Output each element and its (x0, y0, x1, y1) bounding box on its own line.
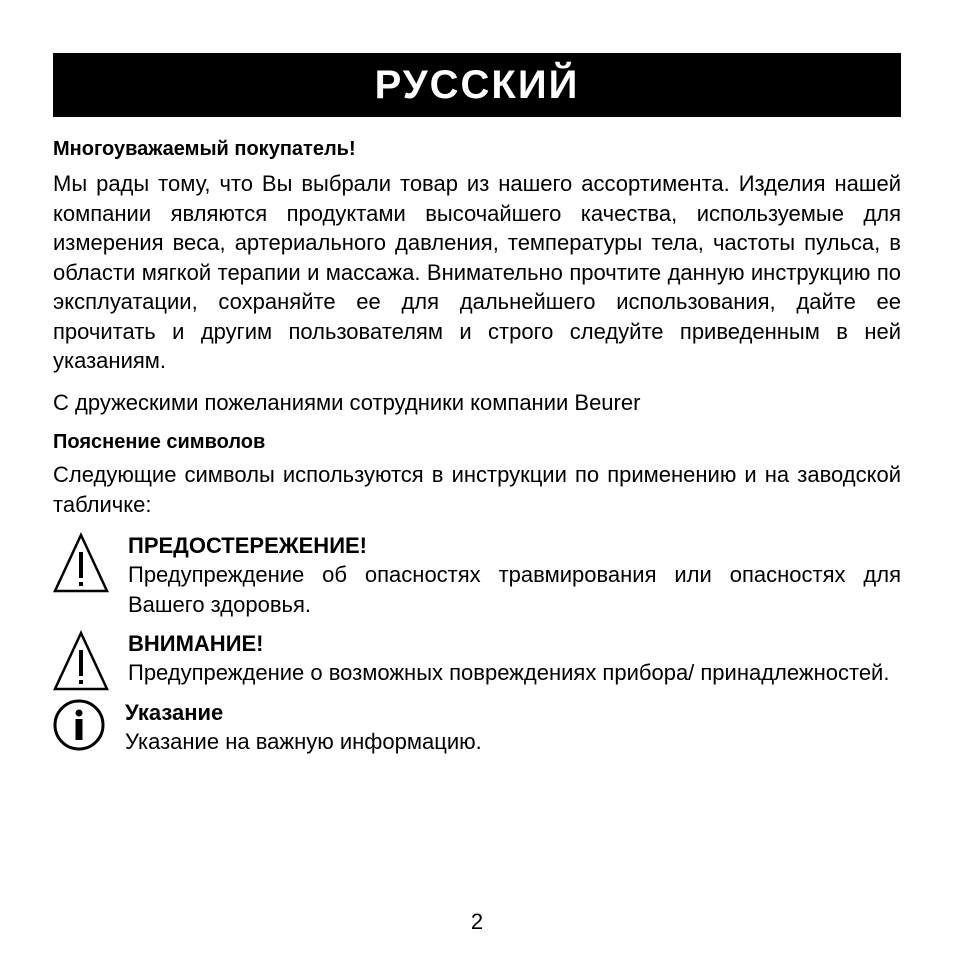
page-content (53, 137, 901, 766)
info-icon (53, 699, 105, 756)
symbols-heading: Пояснение символов (53, 431, 266, 453)
symbol-note (53, 698, 901, 757)
warning-triangle-icon (53, 630, 109, 697)
symbol-warning (53, 531, 901, 619)
page-number: 2 (470, 909, 484, 934)
symbol-title: Указание (125, 699, 224, 725)
symbol-title: ВНИМАНИЕ! (128, 631, 264, 656)
language-title: РУССКИЙ (374, 63, 580, 107)
intro-paragraph: Мы рады тому, что Вы выбрали товар из нашего ассортимента. Изделия нашей компании являются продуктами высочайшего качества, используемые для измерения веса, артериального давления, температуры тела, частоты пульса, в области мягкой терапии и массажа. Внимательно прочтите данную инструкцию по эксплуатации, сохраняйте ее для дальнейшего использования, дайте ее прочитать и другим пользователям и строго следуйте приведенным в ней указаниям. (53, 171, 901, 373)
symbol-caution (53, 629, 901, 688)
language-header-bar (53, 53, 901, 117)
signature-line: С дружескими пожеланиями сотрудники компании Beurer (53, 389, 641, 415)
symbol-description: Предупреждение об опасностях травмирования или опасностях для Вашего здоровья. (128, 562, 901, 617)
symbol-description: Указание на важную информацию. (125, 728, 482, 754)
symbols-intro: Следующие символы используются в инструкции по применению и на заводской табличке: (53, 462, 901, 517)
symbol-title: ПРЕДОСТЕРЕЖЕНИЕ! (128, 533, 368, 558)
greeting-heading: Многоуважаемый покупатель! (53, 138, 356, 160)
warning-triangle-icon (53, 532, 109, 599)
symbol-description: Предупреждение о возможных повреждениях прибора/ принадлежностей. (128, 660, 890, 685)
